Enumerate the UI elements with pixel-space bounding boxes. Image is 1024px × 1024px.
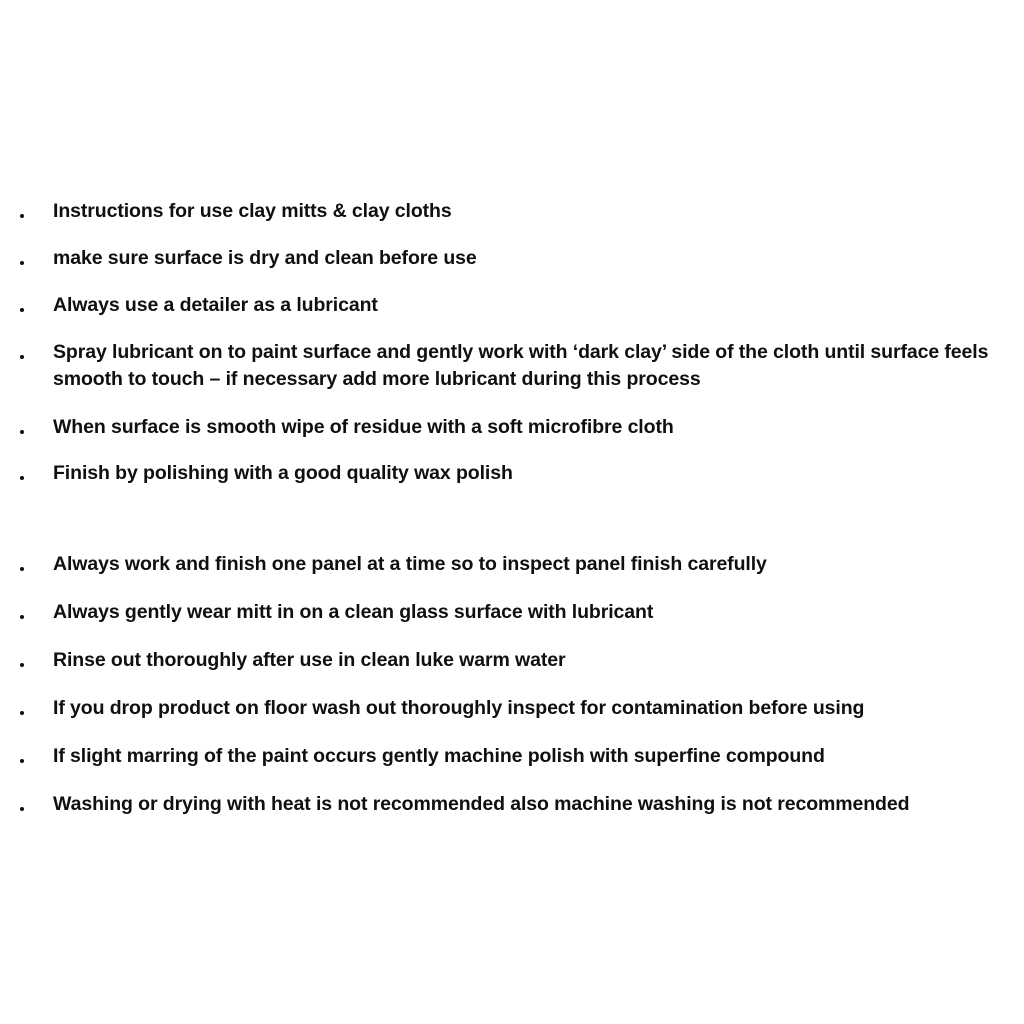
bullet-dot-icon (20, 807, 24, 811)
list-item (0, 292, 1010, 319)
bullet-dot-icon (20, 355, 24, 359)
list-item (0, 695, 1010, 722)
bullet-dot-icon (20, 663, 24, 667)
document-content (0, 198, 1010, 839)
list-item-text: Always work and finish one panel at a time so to inspect panel finish carefully (53, 553, 767, 576)
list-item-text: Always use a detailer as a lubricant (53, 293, 378, 316)
bullet-dot-icon (20, 261, 24, 265)
list-item-text: Finish by polishing with a good quality wax polish (53, 462, 513, 485)
bullet-dot-icon (20, 308, 24, 312)
list-item-text: Instructions for use clay mitts & clay cloths (53, 200, 452, 222)
list-item-text: make sure surface is dry and clean before use (53, 246, 477, 269)
bullet-dot-icon (20, 430, 24, 434)
list-item-text: If slight marring of the paint occurs gently machine polish with superfine compound (53, 744, 825, 767)
list-item-text: If you drop product on floor wash out thoroughly inspect for contamination before using (53, 697, 865, 720)
bullet-dot-icon (20, 711, 24, 715)
bullet-dot-icon (20, 759, 24, 763)
list-item (0, 198, 1010, 225)
bullet-dot-icon (20, 476, 24, 480)
list-item-text: Washing or drying with heat is not recommended also machine washing is not recommended (53, 792, 910, 815)
bullet-dot-icon (20, 567, 24, 571)
list-item (0, 414, 1010, 441)
list-item-text: Rinse out thoroughly after use in clean luke warm water (53, 649, 566, 672)
list-item (0, 791, 1010, 818)
list-item-text: When surface is smooth wipe of residue with a soft microfibre cloth (53, 415, 674, 438)
list-item (0, 743, 1010, 770)
list-item-text: Spray lubricant on to paint surface and gently work with ‘dark clay’ side of the cloth until surface feels smooth to touch – if necessary add more lubricant during this process (53, 340, 989, 390)
list-item (0, 647, 1010, 674)
list-item-text: Always gently wear mitt in on a clean glass surface with lubricant (53, 601, 654, 624)
list-item (0, 551, 1010, 578)
bullet-dot-icon (20, 214, 24, 218)
bullet-dot-icon (20, 615, 24, 619)
instructions-list-primary (0, 198, 1010, 487)
instructions-list-secondary (0, 551, 1010, 817)
list-item (0, 339, 1010, 393)
list-item (0, 245, 1010, 272)
list-item (0, 599, 1010, 626)
list-item (0, 460, 1010, 487)
section-spacer (0, 507, 1010, 551)
